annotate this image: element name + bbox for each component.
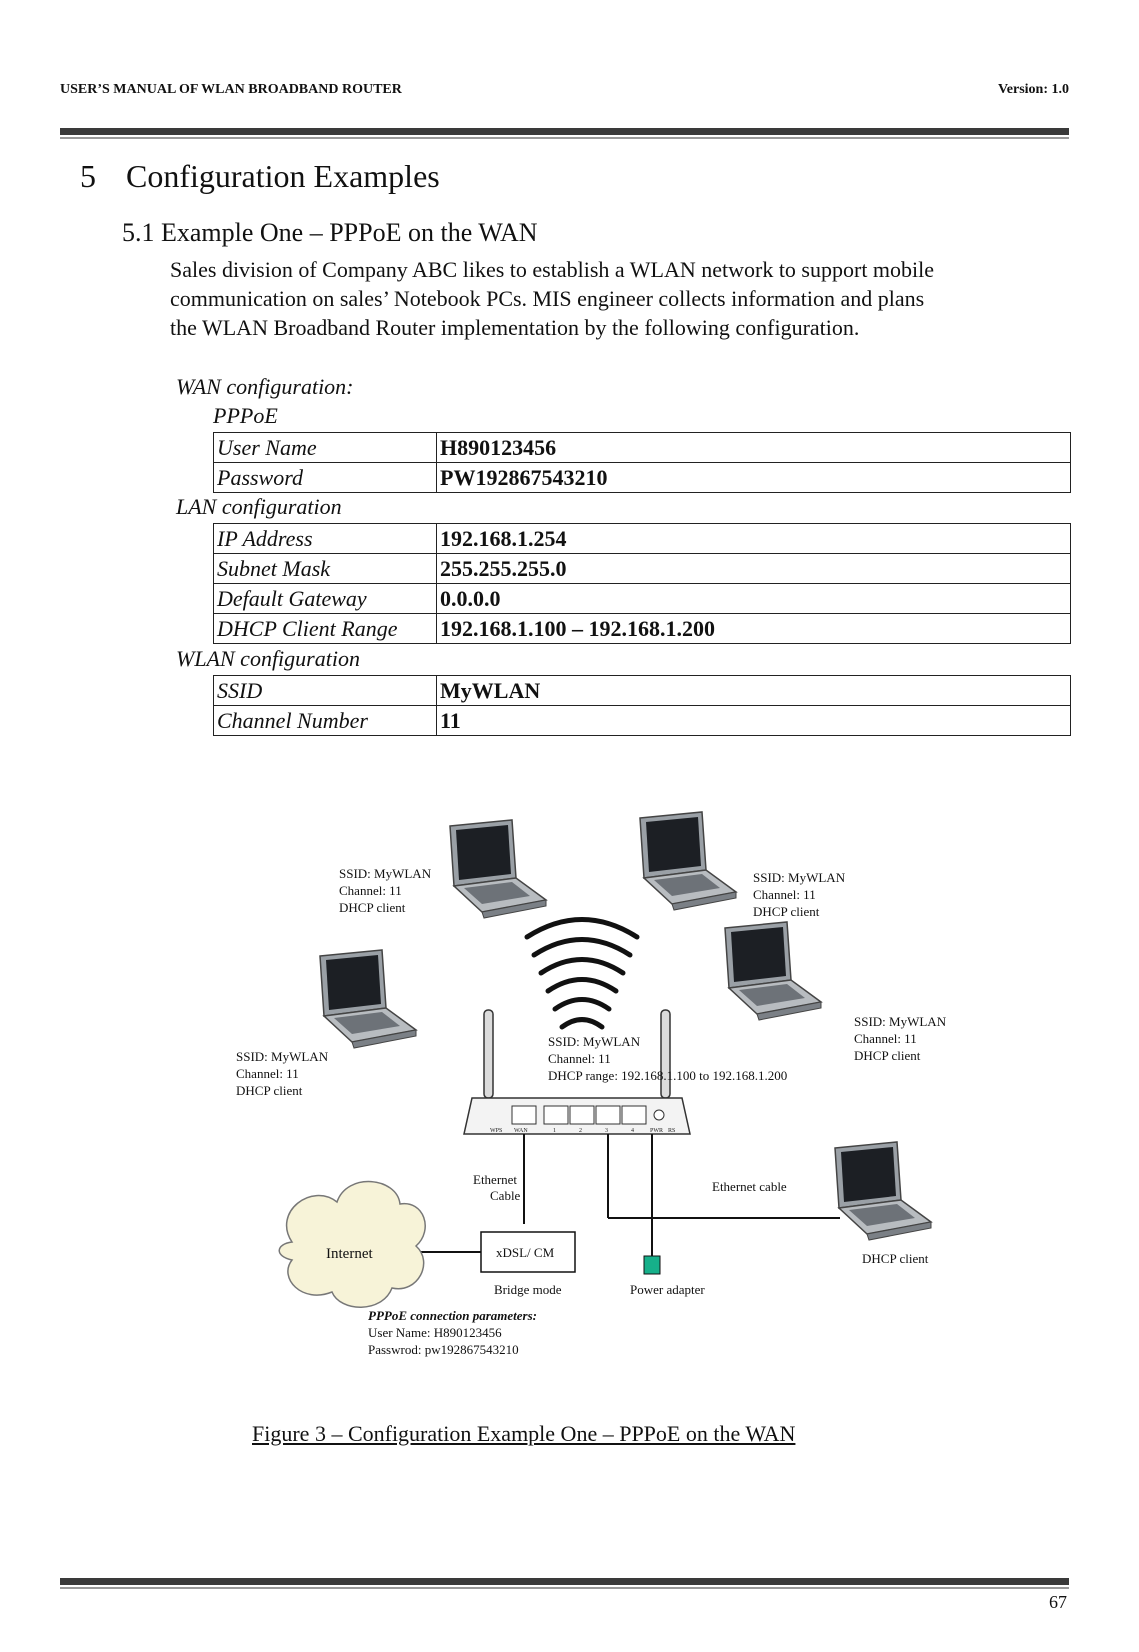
power-adapter-icon — [644, 1256, 660, 1274]
chapter-title: Configuration Examples — [126, 158, 440, 194]
intro-line: Sales division of Company ABC likes to establish a WLAN network to support mobile — [170, 257, 935, 282]
client-dhcp-label: DHCP client — [339, 900, 406, 915]
header-rule-thin — [60, 137, 1069, 139]
config-key: Default Gateway — [214, 584, 437, 614]
config-value: MyWLAN — [437, 676, 1071, 706]
wlan-config-table — [213, 675, 1071, 736]
wan-config-table — [213, 432, 1071, 493]
intro-paragraph — [170, 255, 1070, 342]
header-rule — [60, 128, 1069, 135]
pppoe-password: Passwrod: pw192867543210 — [368, 1342, 519, 1357]
client-channel-label: Channel: 11 — [854, 1031, 917, 1046]
chapter-heading — [80, 158, 440, 195]
config-key: DHCP Client Range — [214, 614, 437, 644]
header-title: USER’S MANUAL OF WLAN BROADBAND ROUTER — [60, 82, 402, 97]
internet-label: Internet — [326, 1246, 373, 1262]
client-dhcp-label: DHCP client — [854, 1048, 921, 1063]
client-channel-label: Channel: 11 — [753, 887, 816, 902]
config-key: Subnet Mask — [214, 554, 437, 584]
port-label: RS — [668, 1128, 676, 1134]
config-key: Channel Number — [214, 706, 437, 736]
table-row — [214, 433, 1071, 463]
config-key: IP Address — [214, 524, 437, 554]
router-dhcp-range-label: DHCP range: 192.168.1.100 to 192.168.1.200 — [548, 1068, 788, 1083]
client-ssid-label: SSID: MyWLAN — [753, 870, 846, 885]
laptop-icon — [450, 820, 546, 918]
wired-client-label: DHCP client — [862, 1251, 929, 1266]
ethernet-cable-label: Ethernet cable — [712, 1179, 787, 1194]
config-value: 255.255.255.0 — [437, 554, 1071, 584]
table-row — [214, 554, 1071, 584]
wan-sub-heading: PPPoE — [213, 403, 278, 428]
client-dhcp-label: DHCP client — [236, 1083, 303, 1098]
config-key: SSID — [214, 676, 437, 706]
config-value: H890123456 — [437, 433, 1071, 463]
table-row — [214, 584, 1071, 614]
table-row — [214, 524, 1071, 554]
config-value: 11 — [437, 706, 1071, 736]
lan-heading: LAN configuration — [176, 494, 342, 519]
config-value: PW192867543210 — [437, 463, 1071, 493]
ethernet-cable-label: Ethernet — [473, 1172, 518, 1187]
client-ssid-label: SSID: MyWLAN — [236, 1049, 329, 1064]
footer-rule — [60, 1578, 1069, 1585]
section-title: 5.1 Example One – PPPoE on the WAN — [122, 218, 538, 247]
port-label: 3 — [605, 1128, 608, 1134]
client-ssid-label: SSID: MyWLAN — [339, 866, 432, 881]
table-row — [214, 676, 1071, 706]
port-label: WPS — [490, 1128, 503, 1134]
pppoe-user-name: User Name: H890123456 — [368, 1325, 502, 1340]
chapter-number: 5 — [80, 158, 96, 194]
port-label: WAN — [514, 1128, 528, 1134]
wan-heading: WAN configuration: — [176, 374, 354, 399]
config-value: 192.168.1.100 – 192.168.1.200 — [437, 614, 1071, 644]
figure-caption: Figure 3 – Configuration Example One – PPPoE on the WAN — [252, 1421, 796, 1446]
table-row — [214, 463, 1071, 493]
intro-line: communication on sales’ Notebook PCs. MIS engineer collects information and plans — [170, 286, 925, 311]
wireless-signal-icon — [527, 920, 637, 1028]
laptop-icon — [640, 812, 736, 910]
power-adapter-label: Power adapter — [630, 1282, 705, 1297]
intro-line: the WLAN Broadband Router implementation by the following configuration. — [170, 315, 860, 340]
port-label: 1 — [553, 1128, 556, 1134]
config-key: Password — [214, 463, 437, 493]
internet-cloud-icon — [279, 1182, 425, 1308]
network-diagram — [172, 742, 1052, 1410]
ethernet-cable-label: Cable — [490, 1188, 521, 1203]
header-version: Version: 1.0 — [997, 82, 1069, 97]
router-ssid-label: SSID: MyWLAN — [548, 1034, 641, 1049]
port-label: 2 — [579, 1128, 582, 1134]
client-channel-label: Channel: 11 — [236, 1066, 299, 1081]
laptop-icon — [835, 1142, 931, 1240]
wlan-heading: WLAN configuration — [176, 646, 360, 671]
client-ssid-label: SSID: MyWLAN — [854, 1014, 947, 1029]
lan-config-table — [213, 523, 1071, 644]
client-channel-label: Channel: 11 — [339, 883, 402, 898]
config-value: 192.168.1.254 — [437, 524, 1071, 554]
pppoe-parameters — [368, 1308, 537, 1357]
client-dhcp-label: DHCP client — [753, 904, 820, 919]
laptop-icon — [725, 922, 821, 1020]
config-key: User Name — [214, 433, 437, 463]
modem-label: xDSL/ CM — [496, 1245, 555, 1260]
footer-rule-thin — [60, 1587, 1069, 1589]
config-value: 0.0.0.0 — [437, 584, 1071, 614]
table-row — [214, 614, 1071, 644]
cable-lines — [402, 1134, 840, 1256]
bridge-mode-label: Bridge mode — [494, 1282, 562, 1297]
page-number: 67 — [1049, 1592, 1067, 1612]
port-label: PWR — [650, 1128, 664, 1134]
table-row — [214, 706, 1071, 736]
port-label: 4 — [631, 1128, 634, 1134]
pppoe-title: PPPoE connection parameters: — [368, 1308, 537, 1323]
router-channel-label: Channel: 11 — [548, 1051, 611, 1066]
laptop-icon — [320, 950, 416, 1048]
